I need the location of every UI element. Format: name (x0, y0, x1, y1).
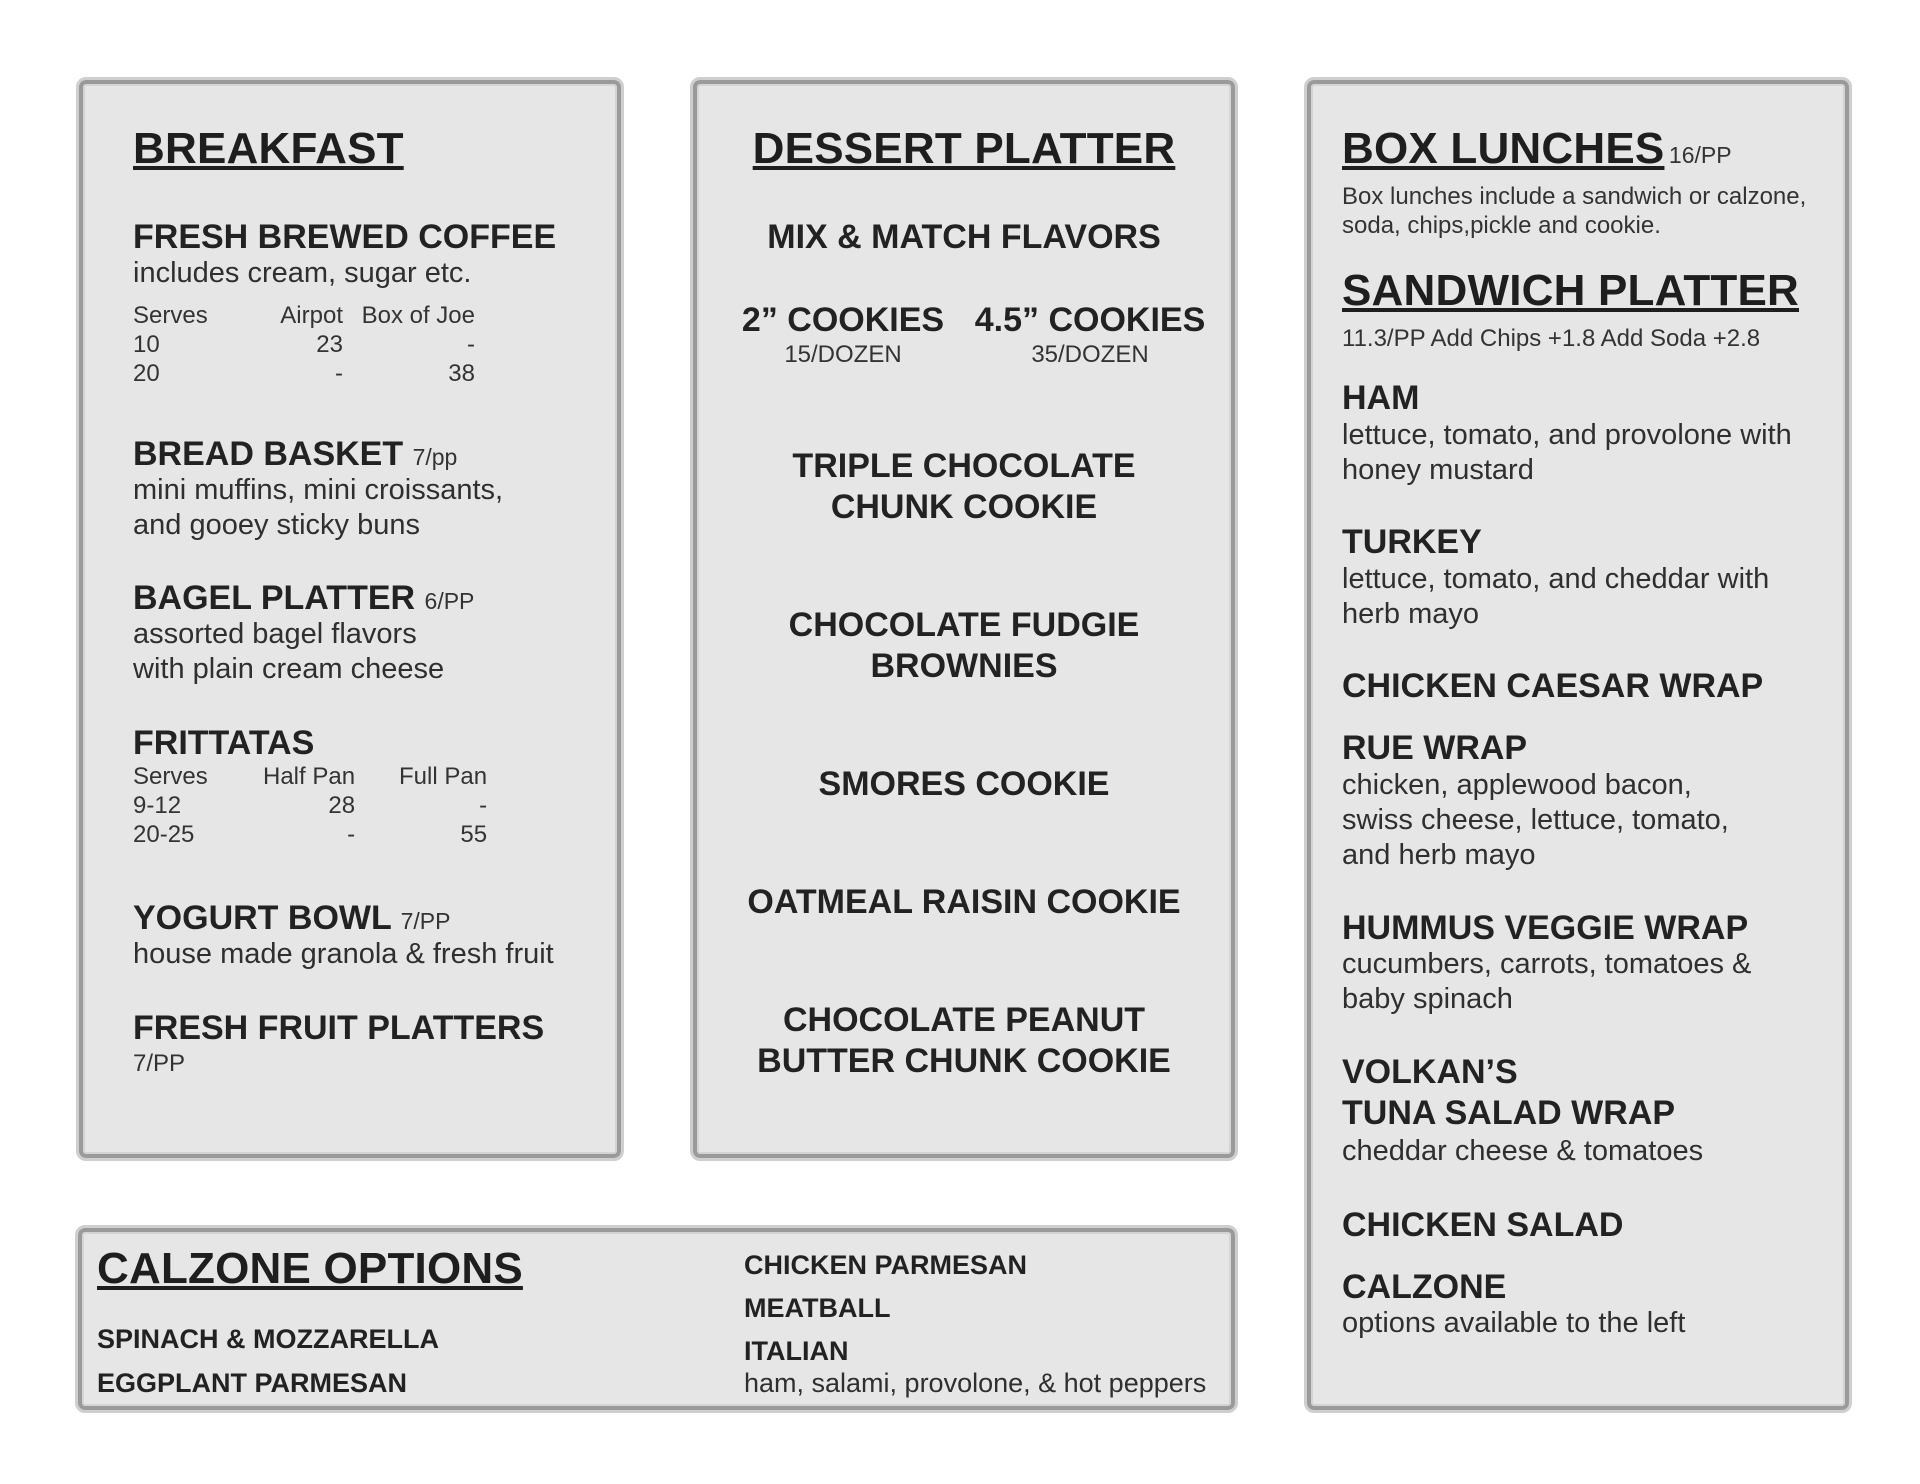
dessert-item-line: SMORES COOKIE (818, 765, 1110, 803)
table-header-row (133, 301, 475, 330)
large-cookie-block (970, 301, 1210, 369)
breakfast-panel (76, 77, 624, 1161)
sandwich-item-desc (1342, 947, 1751, 1017)
sandwich-item-name (1342, 1052, 1675, 1134)
sandwich-item-name: TURKEY (1342, 523, 1482, 561)
bagel-platter-name: BAGEL PLATTER (133, 579, 416, 617)
desc-line: assorted bagel flavors (133, 618, 417, 650)
sandwich-item-name: CHICKEN SALAD (1342, 1206, 1624, 1244)
sandwich-platter-title: SANDWICH PLATTER (1342, 266, 1800, 315)
sandwich-item-name: CALZONE (1342, 1268, 1507, 1306)
bagel-platter-desc (133, 617, 444, 687)
desc-line: swiss cheese, lettuce, tomato, (1342, 804, 1729, 836)
table-cell: - (467, 331, 475, 358)
table-cell: - (479, 792, 488, 819)
table-row (133, 791, 487, 820)
desc-line: herb mayo (1342, 598, 1480, 630)
dessert-item (693, 605, 1235, 687)
calzone-item: MEATBALL (744, 1293, 891, 1323)
sandwich-item-desc (1342, 418, 1792, 488)
box-lunches-panel (1304, 77, 1852, 1413)
dessert-item (693, 446, 1235, 528)
table-cell: - (335, 360, 343, 387)
note-line: soda, chips,pickle and cookie. (1342, 212, 1661, 239)
dessert-subtitle: MIX & MATCH FLAVORS (767, 218, 1161, 256)
yogurt-bowl-name: YOGURT BOWL (133, 899, 392, 937)
dessert-item-line: BUTTER CHUNK COOKIE (757, 1042, 1171, 1080)
sandwich-item-name: HAM (1342, 379, 1420, 417)
sandwich-platter-note: 11.3/PP Add Chips +1.8 Add Soda +2.8 (1342, 325, 1761, 352)
sandwich-item-desc: options available to the left (1342, 1307, 1686, 1339)
table-cell: 28 (328, 792, 356, 819)
dessert-item (693, 1000, 1235, 1082)
sandwich-item-name: CHICKEN CAESAR WRAP (1342, 667, 1764, 705)
breakfast-title: BREAKFAST (133, 124, 404, 173)
desc-line: baby spinach (1342, 983, 1513, 1015)
fruit-platters-price: 7/PP (133, 1050, 186, 1077)
dessert-panel (690, 77, 1238, 1161)
table-header: Full Pan (399, 763, 488, 790)
sandwich-item-name: RUE WRAP (1342, 729, 1528, 767)
table-cell: - (347, 821, 356, 848)
name-line: TUNA SALAD WRAP (1342, 1094, 1676, 1132)
italian-desc: ham, salami, provolone, & hot peppers (744, 1368, 1207, 1398)
dessert-item-line: CHUNK COOKIE (830, 488, 1098, 526)
calzone-item: SPINACH & MOZZARELLA (97, 1324, 439, 1354)
sandwich-item-name: HUMMUS VEGGIE WRAP (1342, 909, 1749, 947)
fruit-platters-name: FRESH FRUIT PLATTERS (133, 1009, 545, 1047)
calzone-item: EGGPLANT PARMESAN (97, 1368, 408, 1398)
dessert-item (693, 764, 1235, 805)
dessert-item-line: CHOCOLATE PEANUT (782, 1001, 1146, 1039)
note-line: Box lunches include a sandwich or calzone, (1342, 183, 1807, 210)
bread-basket-heading (133, 435, 457, 474)
coffee-price-table (133, 301, 475, 388)
table-header: Serves (133, 763, 208, 790)
desc-line: cucumbers, carrots, tomatoes & (1342, 948, 1752, 980)
dessert-item-line: TRIPLE CHOCOLATE (792, 447, 1136, 485)
desc-line: honey mustard (1342, 454, 1534, 486)
table-row (133, 359, 475, 388)
box-lunches-heading (1342, 124, 1732, 174)
sandwich-item-desc (1342, 562, 1769, 632)
table-row (133, 820, 487, 849)
table-cell: 9-12 (133, 792, 182, 819)
desc-line: lettuce, tomato, and cheddar with (1342, 563, 1770, 595)
bread-basket-name: BREAD BASKET (133, 435, 404, 473)
table-cell: 55 (460, 821, 488, 848)
table-cell: 10 (133, 331, 160, 358)
frittatas-name: FRITTATAS (133, 724, 315, 762)
small-cookie-block (733, 301, 953, 369)
bagel-platter-price: 6/PP (424, 588, 475, 614)
dessert-item-line: OATMEAL RAISIN COOKIE (747, 883, 1181, 921)
yogurt-bowl-heading (133, 899, 450, 938)
table-header: Serves (133, 302, 208, 329)
calzone-item: ITALIAN (744, 1336, 849, 1366)
sandwich-item-desc (1342, 768, 1729, 873)
large-cookie-name: 4.5” COOKIES (974, 301, 1206, 339)
dessert-item (693, 882, 1235, 923)
table-row (133, 330, 475, 359)
frittatas-price-table (133, 762, 487, 849)
desc-line: mini muffins, mini croissants, (133, 474, 504, 506)
calzone-panel (75, 1225, 1238, 1413)
yogurt-bowl-price: 7/PP (400, 908, 451, 934)
bread-basket-price: 7/pp (412, 444, 458, 470)
yogurt-bowl-desc: house made granola & fresh fruit (133, 938, 554, 970)
dessert-item-line: CHOCOLATE FUDGIE (788, 606, 1140, 644)
small-cookie-price: 15/DOZEN (784, 341, 902, 368)
table-header: Airpot (280, 302, 343, 329)
desc-line: and herb mayo (1342, 839, 1536, 871)
table-cell: 38 (448, 360, 475, 387)
box-lunches-price: 16/PP (1668, 142, 1732, 168)
small-cookie-name: 2” COOKIES (741, 301, 945, 339)
dessert-item-line: BROWNIES (870, 647, 1058, 685)
bread-basket-desc (133, 473, 503, 543)
name-line: VOLKAN’S (1342, 1053, 1518, 1091)
table-header-row (133, 762, 487, 791)
bagel-platter-heading (133, 579, 474, 618)
desc-line: and gooey sticky buns (133, 509, 420, 541)
table-cell: 20-25 (133, 821, 195, 848)
calzone-title: CALZONE OPTIONS (97, 1244, 523, 1293)
table-cell: 23 (316, 331, 343, 358)
box-lunches-title: BOX LUNCHES (1342, 124, 1665, 173)
coffee-desc: includes cream, sugar etc. (133, 257, 472, 289)
table-header: Box of Joe (361, 302, 475, 329)
dessert-title: DESSERT PLATTER (752, 124, 1176, 173)
coffee-name: FRESH BREWED COFFEE (133, 218, 557, 256)
desc-line: chicken, applewood bacon, (1342, 769, 1692, 801)
table-header: Half Pan (263, 763, 356, 790)
large-cookie-price: 35/DOZEN (1031, 341, 1149, 368)
box-lunches-note (1342, 182, 1806, 240)
calzone-item: CHICKEN PARMESAN (744, 1250, 1028, 1280)
desc-line: with plain cream cheese (133, 653, 445, 685)
sandwich-item-desc: cheddar cheese & tomatoes (1342, 1135, 1704, 1167)
table-cell: 20 (133, 360, 160, 387)
desc-line: lettuce, tomato, and provolone with (1342, 419, 1792, 451)
